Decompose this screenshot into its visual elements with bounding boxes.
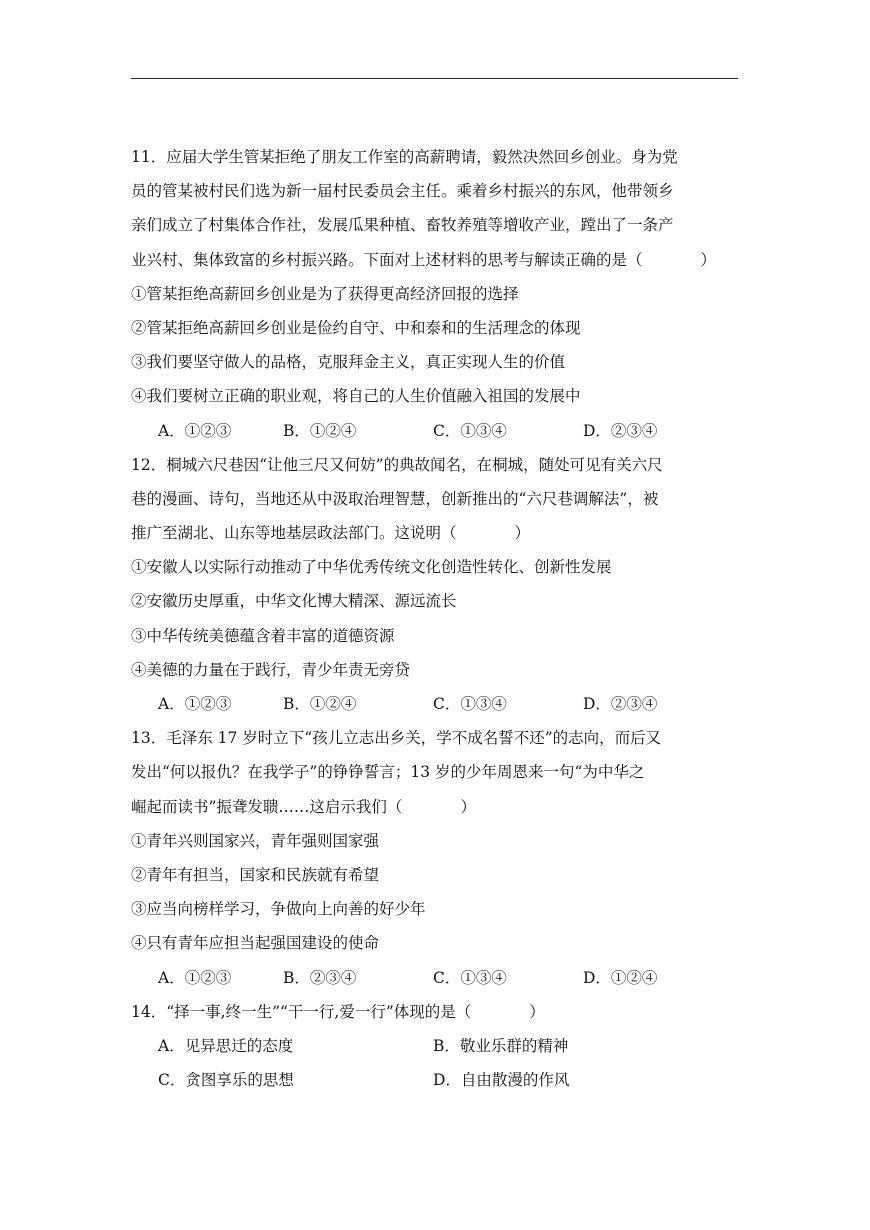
question-11-stem-text: 业兴村、集体致富的乡村振兴路。下面对上述材料的思考与解读正确的是（	[131, 250, 643, 269]
option-c: C．①③④	[433, 695, 507, 713]
question-12-stem-last	[131, 516, 751, 550]
answer-blank-close: ）	[529, 1002, 545, 1021]
statement-item: ①青年兴则国家兴，青年强则国家强	[131, 831, 380, 850]
option-b: B．①②④	[283, 421, 357, 440]
question-14-options-row-2	[131, 1063, 751, 1097]
statement-item: ④我们要树立正确的职业观，将自己的人生价值融入祖国的发展中	[131, 387, 581, 406]
statement-item: ①管某拒绝高薪回乡创业是为了获得更高经济回报的选择	[131, 284, 519, 303]
question-11-stem-line: 亲们成立了村集体合作社，发展瓜果种植、畜牧养殖等增收产业，蹚出了一条产	[131, 216, 674, 235]
question-11-stem-line: 11．应届大学生管某拒绝了朋友工作室的高薪聘请，毅然决然回乡创业。身为党	[131, 148, 678, 166]
question-11-stem-line: 员的管某被村民们选为新一届村民委员会主任。乘着乡村振兴的东风，他带领乡	[131, 182, 674, 201]
statement-item: ②安徽历史厚重，中华文化博大精深、源远流长	[131, 592, 457, 611]
option-b: B．①②④	[283, 695, 357, 713]
question-13-stem-text: 崛起而读书”振聋发聩……这启示我们（	[131, 797, 403, 816]
answer-blank-close: ）	[514, 524, 531, 543]
question-14-options-row-1	[131, 1029, 751, 1063]
option-c: C．①③④	[433, 968, 507, 987]
header-rule	[131, 78, 738, 79]
option-d: D．②③④	[583, 421, 658, 440]
question-12	[131, 448, 751, 722]
question-12-stem-text: 推广至湖北、山东等地基层政法部门。这说明（	[131, 524, 457, 543]
option-a: A．①②③	[158, 695, 232, 713]
question-11-stem-last	[131, 243, 751, 277]
option-c: C．贪图享乐的思想	[158, 1071, 294, 1090]
option-c: C．①③④	[433, 421, 507, 440]
question-14-stem-last	[131, 995, 751, 1029]
statement-item: ④美德的力量在于践行，青少年责无旁贷	[131, 660, 411, 679]
question-14-stem-text: 14．“择一事,终一生”“干一行,爱一行”体现的是（	[131, 1002, 472, 1021]
option-b: B．②③④	[283, 968, 357, 987]
option-d: D．①②④	[583, 968, 658, 987]
question-13-options	[131, 961, 751, 995]
answer-blank-close: ）	[460, 797, 476, 816]
statement-item: ③应当向榜样学习，争做向上向善的好少年	[131, 900, 426, 919]
question-11-options	[131, 414, 751, 448]
question-12-options	[131, 687, 751, 721]
question-13-stem-last	[131, 790, 751, 824]
question-12-stem-line: 巷的漫画、诗句，当地还从中汲取治理智慧，创新推出的“六尺巷调解法”，被	[131, 489, 659, 508]
question-12-stem-line: 12．桐城六尺巷因“让他三尺又何妨”的典故闻名，在桐城，随处可见有关六尺	[131, 455, 663, 474]
statement-item: ③我们要坚守做人的品格，克服拜金主义，真正实现人生的价值	[131, 353, 566, 372]
question-13-stem-line: 13．毛泽东 17 岁时立下“孩儿立志出乡关，学不成名誓不还”的志向，而后又	[131, 729, 662, 748]
question-13-stem-line: 发出“何以报仇？在我学子”的铮铮誓言；13 岁的少年周恩来一句“为中华之	[131, 763, 645, 782]
statement-item: ②青年有担当，国家和民族就有希望	[131, 865, 380, 884]
statement-item: ②管某拒绝高薪回乡创业是俭约自守、中和泰和的生活理念的体现	[131, 318, 581, 337]
question-13	[131, 721, 751, 995]
option-a: A．见异思迁的态度	[158, 1036, 294, 1055]
question-list	[131, 140, 751, 1097]
question-14	[131, 995, 751, 1098]
statement-item: ④只有青年应担当起强国建设的使命	[131, 934, 380, 953]
option-d: D．自由散漫的作风	[433, 1071, 570, 1090]
option-a: A．①②③	[158, 968, 232, 987]
option-d: D．②③④	[583, 695, 658, 713]
statement-item: ①安徽人以实际行动推动了中华优秀传统文化创造性转化、创新性发展	[131, 558, 612, 577]
option-a: A．①②③	[158, 421, 232, 440]
answer-blank-close: ）	[700, 250, 717, 269]
statement-item: ③中华传统美德蕴含着丰富的道德资源	[131, 626, 395, 645]
option-b: B．敬业乐群的精神	[433, 1036, 569, 1055]
question-11	[131, 140, 751, 448]
